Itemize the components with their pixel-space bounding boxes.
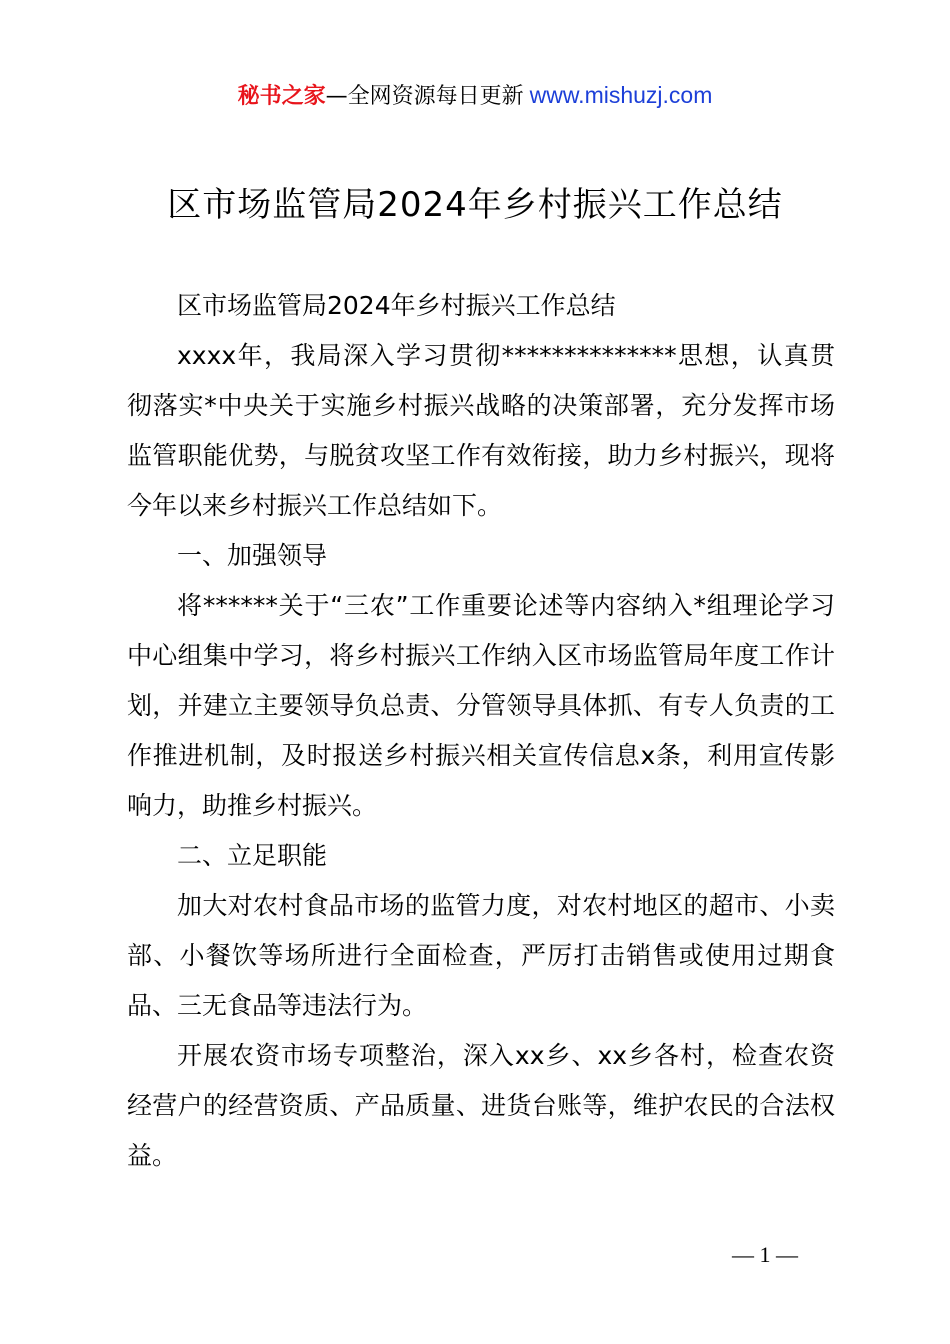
site-header (0, 80, 950, 112)
section-heading-1: 一、加强领导 (177, 541, 328, 570)
site-tagline: —全网资源每日更新 (325, 84, 524, 109)
document-title: 区市场监管局2024年乡村振兴工作总结 (167, 185, 783, 225)
paragraph-section-2b: 开展农资市场专项整治，深入xx乡、xx乡各村，检查农资经营户的经营资质、产品质量、进货台账等，维护农民的合法权益。 (127, 1041, 835, 1170)
page-number: — 1 — (732, 1242, 798, 1267)
paragraph-section-1: 将******关于“三农”工作重要论述等内容纳入*组理论学习中心组集中学习，将乡村振兴工作纳入区市场监管局年度工作计划，并建立主要领导负总责、分管领导具体抓、有专人负责的工作推进机制，及时报送乡村振兴相关宣传信息x条，利用宣传影响力，助推乡村振兴。 (127, 591, 835, 820)
paragraph-section-2a: 加大对农村食品市场的监管力度，对农村地区的超市、小卖部、小餐饮等场所进行全面检查，严厉打击销售或使用过期食品、三无食品等违法行为。 (127, 891, 835, 1020)
paragraph-subtitle: 区市场监管局2024年乡村振兴工作总结 (177, 291, 616, 320)
site-brand: 秘书之家 (237, 84, 326, 109)
site-url-link[interactable]: www.mishuzj.com (529, 82, 713, 108)
document-body (127, 281, 835, 1181)
paragraph-intro: xxxx年，我局深入学习贯彻**************思想，认真贯彻落实*中央关于实施乡村振兴战略的决策部署，充分发挥市场监管职能优势，与脱贫攻坚工作有效衔接，助力乡村振兴，现将今年以来乡村振兴工作总结如下。 (127, 341, 835, 520)
section-heading-2: 二、立足职能 (177, 841, 328, 870)
